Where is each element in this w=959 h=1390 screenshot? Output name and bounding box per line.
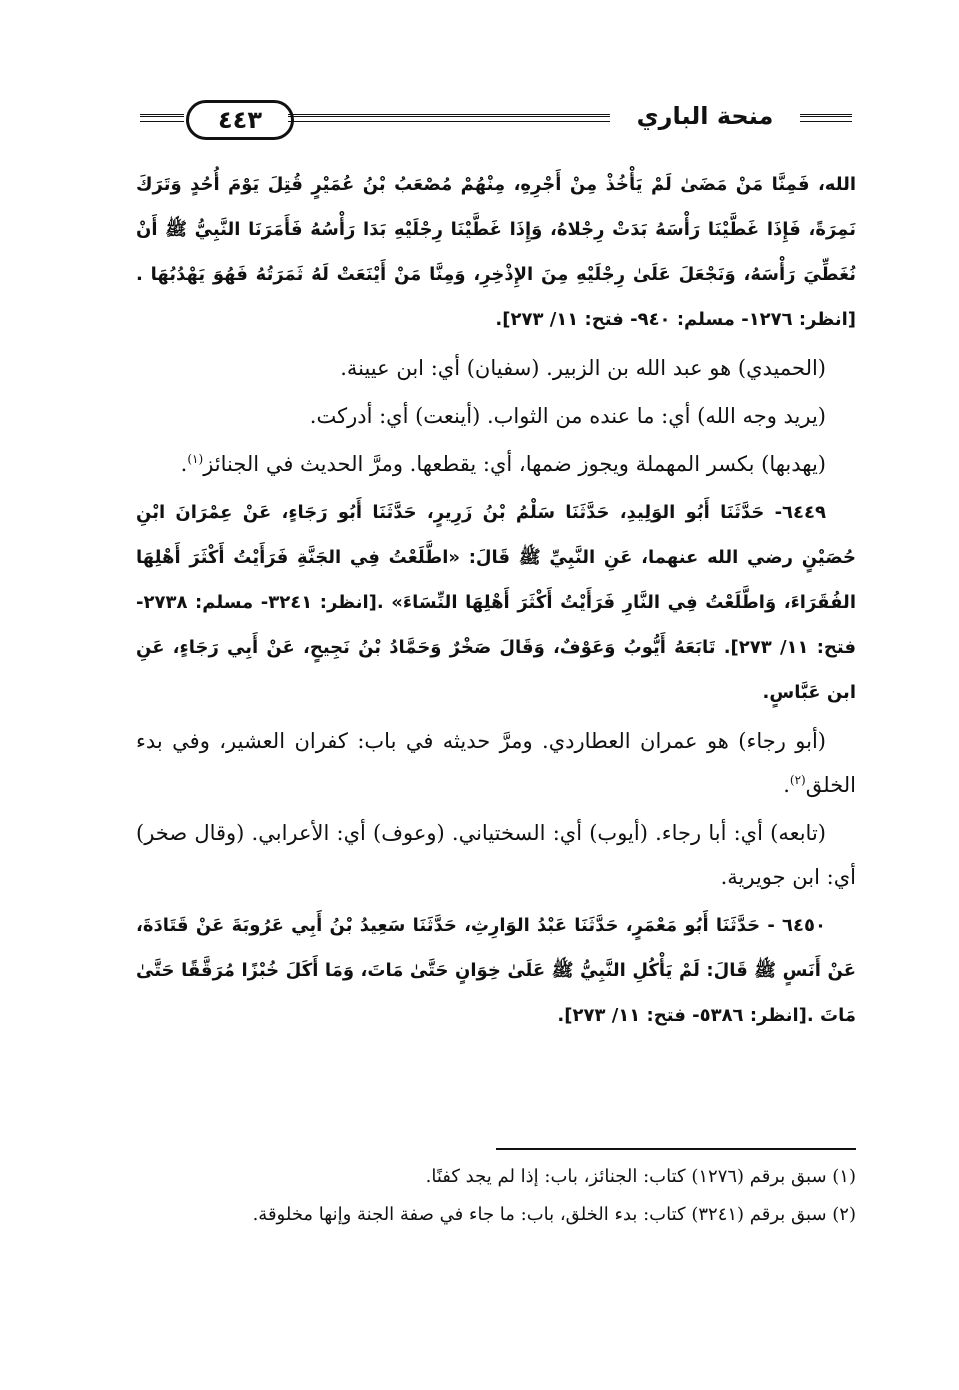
paragraph-text: ٦٤٤٩- حَدَّثَنَا أَبُو الوَلِيدِ، حَدَّثَنَا سَلْمُ بْنُ زَرِيرٍ، حَدَّثَنَا أَبُو رَجَاءٍ، عَنْ عِمْرَانَ ابْنِ حُصَيْنٍ رضي الله عنهما، عَنِ النَّبِيِّ ﷺ قَالَ: «اطَّلَعْتُ فِي الجَنَّةِ فَرَأَيْتُ أَكْثَرَ أَهْلِهَا الفُقَرَاءَ، وَاطَّلَعْتُ فِي النَّارِ فَرَأَيْتُ أَكْثَرَ أَهْلِهَا النِّسَاءَ» .[انظر: ٣٢٤١- مسلم: ٢٧٣٨- فتح: ١١/ ٢٧٣]. تَابَعَهُ أَيُّوبُ وَعَوْفٌ، وَقَالَ صَخْرٌ وَحَمَّادُ بْنُ نَجِيحٍ، عَنْ أَبِي رَجَاءٍ، عَنِ ابن عَبَّاسٍ. — [136, 502, 856, 703]
paragraph-text: (الحميدي) هو عبد الله بن الزبير. (سفيان) أي: ابن عيينة. — [340, 356, 826, 380]
paragraph-text: (أبو رجاء) هو عمران العطاردي. ومرَّ حديثه في باب: كفران العشير، وفي بدء الخلق — [136, 729, 856, 797]
header-rule-right — [800, 114, 852, 122]
paragraph-tail: . — [783, 773, 790, 797]
commentary-paragraph — [136, 719, 856, 807]
paragraph-text: (تابعه) أي: أبا رجاء. (أيوب) أي: السختياني. (وعوف) أي: الأعرابي. (وقال صخر) أي: ابن جويرية. — [136, 821, 856, 889]
footnote-separator — [496, 1148, 856, 1150]
footnote-ref: (١) — [187, 452, 204, 466]
footnote: (١) سبق برقم (١٢٧٦) كتاب: الجنائز، باب: إذا لم يجد كفنًا. — [425, 1166, 856, 1187]
commentary-paragraph — [136, 394, 856, 438]
hadith-paragraph — [136, 162, 856, 342]
paragraph-text: (يريد وجه الله) أي: ما عنده من الثواب. (أينعت) أي: أدركت. — [309, 404, 826, 428]
hadith-paragraph — [136, 490, 856, 715]
page-number-badge: ٤٤٣ — [186, 100, 294, 140]
commentary-paragraph — [136, 346, 856, 390]
paragraph-text: (يهدبها) بكسر المهملة ويجوز ضمها، أي: يقطعها. ومرَّ الحديث في الجنائز — [203, 452, 826, 476]
hadith-paragraph — [136, 903, 856, 1038]
paragraph-tail: . — [180, 452, 188, 476]
header-rule-middle — [288, 114, 610, 122]
footnote-ref: (٢) — [789, 773, 806, 787]
commentary-paragraph — [136, 811, 856, 899]
main-text — [136, 162, 856, 1042]
footnotes — [136, 1158, 856, 1234]
header-rule-left — [140, 114, 184, 122]
page-header — [140, 100, 852, 146]
paragraph-text: الله، فَمِنَّا مَنْ مَضَىٰ لَمْ يَأْخُذْ مِنْ أَجْرِهِ، مِنْهُمْ مُصْعَبُ بْنُ عُمَيْرٍ قُتِلَ يَوْمَ أُحُدٍ وَتَرَكَ نَمِرَةً، فَإِذَا غَطَّيْنَا رَأْسَهُ بَدَتْ رِجْلاهُ، وَإِذَا غَطَّيْنَا رِجْلَيْهِ بَدَا رَأْسُهُ فَأَمَرَنَا النَّبِيُّ ﷺ أَنْ نُغَطِّيَ رَأْسَهُ، وَنَجْعَلَ عَلَىٰ رِجْلَيْهِ مِنَ الإِذْخِرِ، وَمِنَّا مَنْ أَيْنَعَتْ لَهُ ثَمَرَتُهُ فَهُوَ يَهْدُبُهَا .[انظر: ١٢٧٦- مسلم: ٩٤٠- فتح: ١١/ ٢٧٣]. — [136, 174, 856, 330]
footnote: (٢) سبق برقم (٣٢٤١) كتاب: بدء الخلق، باب: ما جاء في صفة الجنة وإنها مخلوقة. — [252, 1204, 856, 1225]
commentary-paragraph — [136, 442, 856, 486]
book-title: منحة الباري — [636, 102, 774, 130]
paragraph-text: ٦٤٥٠ - حَدَّثَنَا أَبُو مَعْمَرٍ، حَدَّثَنَا عَبْدُ الوَارِثِ، حَدَّثَنَا سَعِيدُ بْنُ أَبِي عَرُوبَةَ عَنْ قَتَادَةَ، عَنْ أَنَسٍ ﷺ قَالَ: لَمْ يَأْكُلِ النَّبِيُّ ﷺ عَلَىٰ خِوَانٍ حَتَّىٰ مَاتَ، وَمَا أَكَلَ خُبْزًا مُرَقَّقًا حَتَّىٰ مَاتَ .[انظر: ٥٣٨٦- فتح: ١١/ ٢٧٣]. — [136, 915, 856, 1026]
